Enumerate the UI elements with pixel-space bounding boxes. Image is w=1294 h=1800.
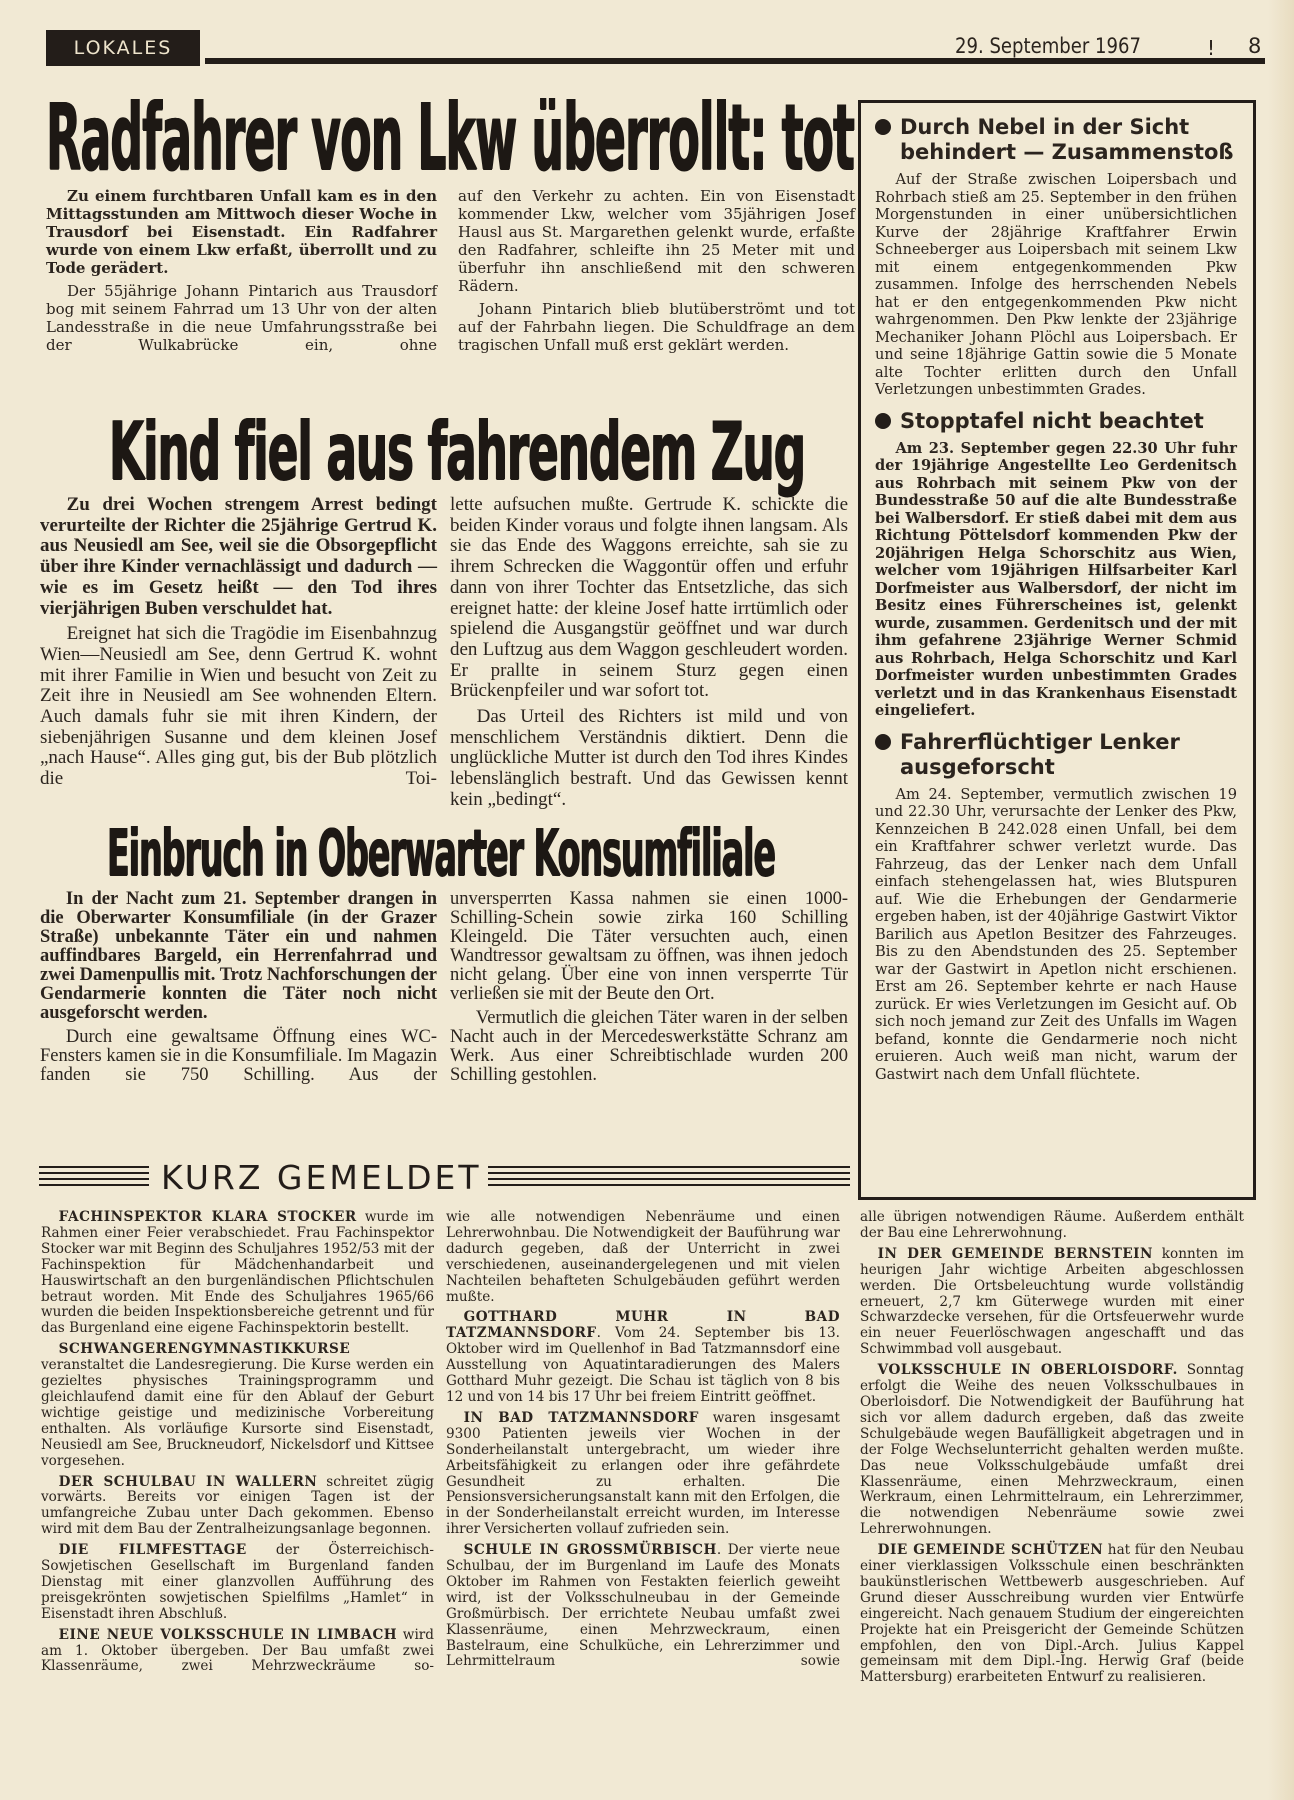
bullet-icon	[875, 119, 891, 135]
news-brief	[446, 1310, 840, 1405]
brief-text: alle übrigen notwendigen Räume. Außerdem enthält der Bau eine Lehrerwohnung.	[860, 1209, 1244, 1241]
brief-text: schreitet zügig vorwärts. Bereits vor einigen Tagen ist der umfangreiche Zubau unter Dach gekommen. Ebenso wird mit dem Bau der Zentralheizungsanlage begonnen.	[41, 1473, 435, 1538]
brief-text: hat für den Neubau einer vierklassigen Volksschule einen beschränkten baukünstlerischen Wettbewerb ausgeschrieben. Auf Grund dieser Ausschreibung wurden vier Entwürfe eingereicht. Nach genauem Studium der eingereichten Projekte hat ein Preisgericht der Gemeinde Schützen empfohlen, den von Dipl.-Arch. Julius Kappel gemeinsam mit dem Dipl.-Ing. Herwig Graf (beide Mattersburg) erarbeiteten Entwurf zu realisieren.	[860, 1542, 1244, 1686]
brief-text: Sonntag erfolgt die Weihe des neuen Volksschulbaues in Oberloisdorf. Die Notwendigkeit der Bauführung hat sich vor allem dadurch ergeben, daß das zweite Schulgebäude wegen Baufälligkeit abgetragen und in der Folge Wechselunterricht gehalten werden mußte. Das neue Volksschulgebäude umfaßt drei Klassenräume, einen Mehrzweckraum, einen Werkraum, einen Lehrmittelraum, ein Lehrerzimmer, die notwendigen Nebenräume sowie zwei Lehrerwohnungen.	[860, 1362, 1244, 1538]
bullet-icon	[875, 413, 891, 429]
news-brief	[860, 1363, 1244, 1538]
paragraph: Johann Pintarich blieb blutüberströmt und tot auf der Fahrbahn liegen. Die Schuldfrage an dem tragischen Unfall muß erst geklärt werden.	[458, 300, 855, 354]
heading-rule-right	[488, 1166, 850, 1190]
brief-lead: EINE NEUE VOLKSSCHULE IN LIMBACH	[58, 1626, 398, 1643]
brief-text: . Der vierte neue Schulbau, der im Burgenland im Laufe des Monats Oktober im Rahmen von Festakten feierlich geweiht wird, ist der Volksschulneubau in der Gemeinde Großmürbisch. Der errichtete Neubau umfaßt zwei Klassenräume, einen Mehrzweckraum, einen Bastelraum, eine Schulküche, ein Lehrerzimmer und Lehrmittelraum sowie	[446, 1542, 840, 1670]
brief-lead: SCHULE IN GROSSMÜRBISCH	[463, 1542, 717, 1559]
brief-text: veranstaltet die Landesregierung. Die Kurse werden ein gezieltes physisches Trainingsprogramm und gleichlaufend damit eine für den Ablauf der Geburt wichtige geistige und medizinische Vorbereitung enthalten. Als vorläufige Kursorte sind Eisenstadt, Neusiedl am See, Bruckneudorf, Nickelsdorf und Kittsee vorgesehen.	[41, 1357, 434, 1469]
paragraph: unversperrten Kassa nahmen sie einen 1000-Schilling-Schein sowie zirka 160 Schilling Kleingeld. Die Täter versuchten auch, einen Wandtressor gewaltsam zu öffnen, was ihnen jedoch nicht gelang. Über eine von innen versperrte Tür verließen sie mit der Beute den Ort.	[450, 889, 848, 1004]
news-brief	[446, 1543, 840, 1670]
brief-lead: IN BAD TATZMANNSDORF	[463, 1409, 699, 1426]
brief-text: konnten im heurigen Jahr wichtige Arbeiten abgeschlossen werden. Die Ortsbeleuchtung wurde vollständig erneuert, 2,7 km Güterwege wurden mit einer Schwarzdecke versehen, für die Ortsfeuerwehr wurde ein neuer Feuerlöschwagen angeschafft und das Schwimmbad voll ausgebaut.	[860, 1245, 1244, 1358]
sidebar-heading: Stopptafel nicht beachtet	[900, 408, 1204, 433]
article-3-column-2	[450, 890, 848, 1085]
news-sidebar-box	[858, 100, 1256, 1200]
brief-text: wie alle notwendigen Nebenräume und einen Lehrerwohnbau. Die Notwendigkeit der Bauführung war dadurch gegeben, daß der Unterricht in zwei verschiedenen, auseinandergelegenen und mit vielen Nachteilen behafteten Schulgebäuden geführt werden mußte.	[446, 1209, 840, 1305]
brief-text: waren insgesamt 9300 Patienten jeweils vier Wochen in der Sonderheilanstalt untergebracht, um wieder ihre Arbeitsfähigkeit zu erlangen oder ihre gefährdete Gesundheit zu erhalten. Die Pensionsversicherungsanstalt kann mit den Erfolgen, die in der Sonderheilanstalt erreicht wurden, im Interesse ihrer Versicherten vollauf zufrieden sein.	[446, 1409, 840, 1538]
sidebar-text: Am 24. September, vermutlich zwischen 19 und 22.30 Uhr, verursachte der Lenker des Pkw, Kennzeichen B 242.028 einen Unfall, bei dem ein Kraftfahrer schwer verletzt wurde. Das Fahrzeug, das der Lenker nach dem Unfall einfach stehengelassen hat, wies Blutspuren auf. Wie die Erhebungen der Gendarmerie ergeben haben, ist der 40jährige Gastwirt Viktor Barilich aus Apetlon Besitzer des Fahrzeuges. Bis zu den Abendstunden des 25. September war der Gastwirt in Apetlon nicht erschienen. Erst am 26. September kehrte er nach Hause zurück. Er wies Verletzungen im Gesicht auf. Ob sich noch jemand zur Zeit des Unfalls im Wagen befand, konnte die Gendarmerie noch nicht eruieren. Auch weiß man nicht, warum der Gastwirt nach dem Unfall flüchtete.	[875, 785, 1237, 1083]
section-label: LOKALES	[46, 30, 200, 66]
kurz-column-2	[446, 1210, 840, 1670]
news-brief	[860, 1210, 1244, 1242]
sidebar-item	[875, 115, 1237, 399]
article-3-column-1	[40, 890, 437, 1085]
paragraph: Ereignet hat sich die Tragödie im Eisenbahnzug Wien—Neusiedl am See, denn Gertrud K. wohnt mit ihrer Familie in Wien und besucht von Zeit zu Zeit ihre in Neusiedl am See wohnenden Eltern. Auch damals fuhr sie mit ihren Kindern, der siebenjährigen Susanne und dem kleinen Josef „nach Hause“. Alles ging gut, bis der Bub plötzlich die Toi-	[40, 623, 437, 790]
brief-lead: DIE GEMEINDE SCHÜTZEN	[877, 1542, 1104, 1559]
headline-text: Radfahrer von Lkw überrollt: tot	[46, 84, 854, 191]
heading-rule-left	[39, 1166, 149, 1190]
headline-radfahrer	[46, 84, 854, 191]
headline-kind	[109, 405, 805, 498]
headline-einbruch	[107, 817, 775, 891]
brief-lead: GOTTHARD MUHR IN BAD TATZMANNSDORF	[446, 1309, 840, 1342]
paragraph: auf den Verkehr zu achten. Ein von Eisenstadt kommender Lkw, welcher vom 35jährigen Josef Hausl aus St. Margarethen gelenkt wurde, erfaßte den Radfahrer, schleifte ihn 25 Meter mit und überfuhr ihn anschließend mit den schweren Rädern.	[458, 187, 855, 295]
header-rule	[205, 58, 1265, 64]
news-brief	[446, 1210, 840, 1305]
lead-paragraph: Zu drei Wochen strengem Arrest bedingt verurteilte der Richter die 25jährige Gertrud K. aus Neusiedl am See, weil sie die Obsorgepflicht über ihre Kinder vernachlässigt und dadurch — wie es im Gesetz heißt — den Tod ihres vierjährigen Buben verschuldet hat.	[40, 494, 437, 619]
article-2-column-2	[450, 495, 848, 811]
sidebar-item	[875, 409, 1237, 720]
brief-lead: IN DER GEMEINDE BERNSTEIN	[877, 1245, 1153, 1262]
news-brief	[41, 1342, 434, 1469]
sidebar-heading: Fahrerflüchtiger Lenker ausgeforscht	[900, 729, 1180, 779]
brief-text: wird am 1. Oktober übergeben. Der Bau umfaßt zwei Klassenräume, zwei Mehrzweckräume so-	[41, 1626, 434, 1675]
brief-lead: SCHWANGERENGYMNASTIKKURSE	[58, 1341, 351, 1358]
brief-text: wurde im Rahmen einer Feier verabschiedet. Frau Fachinspektor Stocker war mit Beginn des Schuljahres 1952/53 mit der Fachinspektion für Mädchenhandarbeit und Hauswirtschaft an den burgenländischen Pflichtschulen betraut worden. Mit Ende des Schuljahres 1965/66 wurden die beiden Inspektionsbereiche getrennt und für das Burgenland eine eigene Fachinspektorin bestellt.	[41, 1209, 434, 1337]
news-brief	[860, 1247, 1244, 1358]
brief-lead: FACHINSPEKTOR KLARA STOCKER	[58, 1209, 357, 1225]
sidebar-text: Am 23. September gegen 22.30 Uhr fuhr der 19jährige Angestellte Leo Gerdenitsch aus Rohrbach mit seinem Pkw von der Bundesstraße 50 auf die alte Bundesstraße bei Walbersdorf. Er stieß dabei mit dem aus Richtung Pöttelsdorf kommenden Pkw der 20jährigen Helga Schorschitz aus Wien, welcher vom 19jährigen Hilfsarbeiter Karl Dorfmeister aus Walbersdorf, der nicht im Besitz eines Führerscheines ist, gelenkt wurde, zusammen. Gerdenitsch und der mit ihm gefahrene 23jährige Werner Schmid aus Rohrbach, Helga Schorschitz und Karl Dorfmeister wurden unbestimmten Grades verletzt und in das Krankenhaus Eisenstadt eingeliefert.	[875, 439, 1237, 719]
news-brief	[41, 1475, 434, 1539]
news-brief	[446, 1411, 840, 1538]
article-1-column-2	[458, 187, 855, 354]
paragraph: Das Urteil des Richters ist mild und von menschlichem Verständnis diktiert. Denn die unglückliche Mutter ist durch den Tod ihres Kindes lebenslänglich bestraft. Und das Gewissen kennt kein „bedingt“.	[450, 706, 848, 810]
paragraph: Der 55jährige Johann Pintarich aus Trausdorf bog mit seinem Fahrrad um 13 Uhr von der alten Landesstraße in die neue Umfahrungsstraße bei der Wulkabrücke ein, ohne	[46, 282, 437, 354]
news-brief	[41, 1543, 434, 1623]
headline-text: Kind fiel aus fahrendem Zug	[109, 405, 805, 498]
lead-paragraph: Zu einem furchtbaren Unfall kam es in den Mittagsstunden am Mittwoch dieser Woche in Trausdorf bei Eisenstadt. Ein Radfahrer wurde von einem Lkw erfaßt, überrollt und zu Tode gerädert.	[46, 187, 437, 277]
page-edge	[1268, 0, 1294, 1800]
brief-text: der Österreichisch-Sowjetischen Gesellschaft im Burgenland fanden Dienstag mit einer glanzvollen Aufführung des preisgekrönten sowjetischen Spielfilms „Hamlet“ in Eisenstadt ihren Abschluß.	[41, 1542, 434, 1622]
paragraph: Vermutlich die gleichen Täter waren in der selben Nacht auch in der Mercedeswerkstätte Schranz am Werk. Aus einer Schreibtischlade wurden 200 Schilling gestohlen.	[450, 1008, 848, 1085]
page-mark: !	[1207, 36, 1216, 60]
news-brief	[41, 1210, 434, 1337]
news-brief	[41, 1628, 434, 1676]
paragraph: Durch eine gewaltsame Öffnung eines WC-Fensters kamen sie in die Konsumfiliale. Im Magazin fanden sie 750 Schilling. Aus der	[40, 1027, 437, 1085]
sidebar-item	[875, 730, 1237, 1084]
article-1-column-1	[46, 187, 437, 354]
issue-date: 29. September 1967	[955, 34, 1141, 58]
lead-paragraph: In der Nacht zum 21. September drangen in die Oberwarter Konsumfiliale (in der Grazer Straße) unbekannte Täter ein und nahmen auffindbares Bargeld, ein Herrenfahrrad und zwei Damenpullis mit. Trotz Nachforschungen der Gendarmerie konnten die Täter noch nicht ausgeforscht werden.	[40, 889, 437, 1023]
kurz-gemeldet-heading: KURZ GEMELDET	[161, 1158, 482, 1197]
news-brief	[860, 1543, 1244, 1686]
brief-lead: DIE FILMFESTTAGE	[58, 1542, 247, 1559]
paragraph: lette aufsuchen mußte. Gertrude K. schickte die beiden Kinder voraus und folgte ihnen langsam. Als sie das Ende des Waggons erreichte, sah sie zu ihrem Schrecken die Waggontür offen und erfuhr dann von ihrer Tochter das Entsetzliche, das sich ereignet hatte: der kleine Josef hatte irrtümlich oder spielend die Ausgangstür geöffnet und war durch den Luftzug aus dem Waggon geschleudert worden. Er prallte in seinem Sturz gegen einen Brückenpfeiler und war sofort tot.	[450, 494, 848, 702]
brief-text: . Vom 24. September bis 13. Oktober wird im Quellenhof in Bad Tatzmannsdorf eine Ausstellung von Aquatintaradierungen des Malers Gotthard Muhr gezeigt. Die Schau ist täglich von 8 bis 12 und von 14 bis 17 Uhr bei freiem Eintritt geöffnet.	[446, 1325, 840, 1405]
bullet-icon	[875, 734, 891, 750]
kurz-column-1	[41, 1210, 434, 1675]
page-number: 8	[1248, 34, 1262, 58]
article-2-column-1	[40, 495, 437, 790]
kurz-column-3	[860, 1210, 1244, 1691]
sidebar-heading: Durch Nebel in der Sicht behindert — Zusammenstoß	[900, 115, 1234, 164]
headline-text: Einbruch in Oberwarter Konsumfiliale	[107, 817, 775, 891]
brief-lead: DER SCHULBAU IN WALLERN	[58, 1473, 318, 1490]
brief-lead: VOLKSSCHULE IN OBERLOISDORF.	[877, 1362, 1178, 1379]
sidebar-text: Auf der Straße zwischen Loipersbach und Rohrbach stieß am 25. September in den frühen Morgenstunden in einer unübersichtlichen Kurve der 28jährige Kraftfahrer Erwin Schneeberger aus Loipersbach mit seinem Lkw mit einem entgegenkommenden Pkw zusammen. Infolge des herrschenden Nebels hat er den entgegenkommenden Pkw nicht wahrgenommen. Den Pkw lenkte der 23jährige Mechaniker Johann Plöchl aus Loipersbach. Er und seine 18jährige Gattin sowie die 5 Monate alte Tochter erlitten durch den Unfall Verletzungen unbestimmten Grades.	[875, 171, 1237, 398]
